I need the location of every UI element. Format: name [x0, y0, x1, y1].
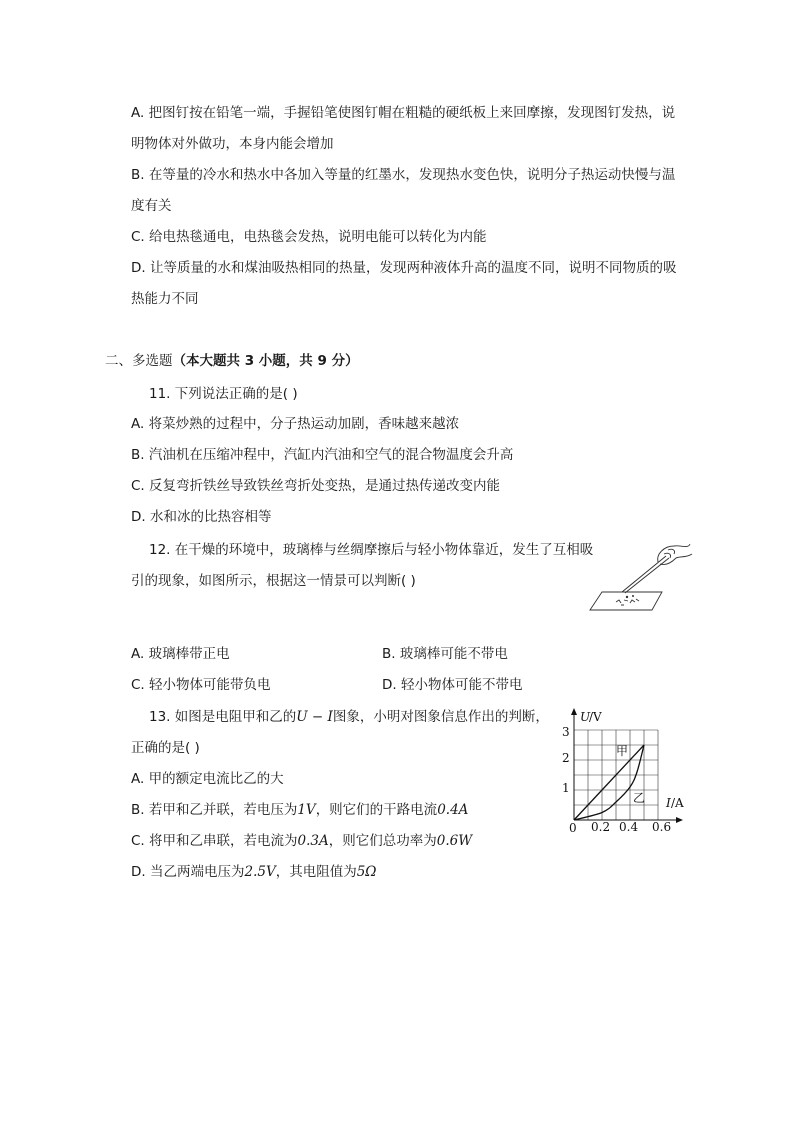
q13-option-d-math2: 5Ω [356, 864, 377, 880]
q13-stem-line1 [149, 708, 549, 726]
q12-option-c: C. 轻小物体可能带负电 [131, 677, 271, 693]
graph-series [574, 745, 644, 820]
section-number: 二、多选题 [105, 353, 173, 369]
glass-rod-illustration [586, 540, 696, 614]
q11-stem: 11. 下列说法正确的是( ) [149, 386, 298, 402]
q13-stem-math: U − I [296, 709, 333, 725]
q13-option-c-text2: ，则它们总功率为 [328, 833, 437, 849]
series-label-yi: 乙 [633, 791, 646, 805]
q13-option-d [131, 863, 377, 881]
q13-option-b-text2: ，则它们的干路电流 [315, 802, 438, 818]
q12-option-a: A. 玻璃棒带正电 [131, 646, 230, 662]
q13-stem-line2: 正确的是( ) [131, 740, 200, 756]
q12-option-b: B. 玻璃棒可能不带电 [382, 646, 508, 662]
q13-option-d-math1: 2.5V [244, 864, 276, 880]
q12-option-d: D. 轻小物体可能不带电 [382, 677, 523, 693]
q11-option-d: D. 水和冰的比热容相等 [131, 509, 272, 525]
q10-option-a-line1: A. 把图钉按在铅笔一端，手握铅笔使图钉帽在粗糙的硬纸板上来回摩擦，发现图钉发热，说 [131, 105, 676, 121]
q10-option-d-line2: 热能力不同 [131, 291, 199, 307]
graph-y-tick-2: 2 [562, 751, 570, 765]
q10-option-b-line1: B. 在等量的冷水和热水中各加入等量的红墨水，发现热水变色快，说明分子热运动快慢与温 [131, 167, 676, 183]
section-heading [105, 352, 359, 370]
q13-option-b-math1: 1V [297, 802, 316, 818]
q10-option-a-line2: 明物体对外做功，本身内能会增加 [131, 136, 334, 152]
q11-option-c: C. 反复弯折铁丝导致铁丝弯折处变热，是通过热传递改变内能 [131, 478, 501, 494]
graph-y-tick-1: 1 [562, 781, 570, 795]
graph-x-tick-0-6: 0.6 [652, 820, 672, 834]
q13-option-c-math1: 0.3A [297, 833, 329, 849]
graph-x-tick-0-4: 0.4 [619, 820, 639, 834]
q13-option-b-text1: B. 若甲和乙并联，若电压为 [131, 802, 298, 818]
q13-option-d-text2: ，其电阻值为 [275, 864, 357, 880]
graph-x-axis-arrow [676, 817, 683, 823]
graph-y-tick-3: 3 [562, 725, 570, 739]
q11-option-a: A. 将菜炒熟的过程中，分子热运动加剧，香味越来越浓 [131, 416, 460, 432]
q13-option-c-text1: C. 将甲和乙串联，若电流为 [131, 833, 298, 849]
q13-option-d-text1: D. 当乙两端电压为 [131, 864, 245, 880]
u-i-graph [556, 706, 690, 838]
graph-x-tick-0-2: 0.2 [591, 820, 611, 834]
q12-stem-line2: 引的现象，如图所示，根据这一情景可以判断( ) [131, 573, 416, 589]
q13-option-c [131, 832, 472, 850]
series-label-jia: 甲 [616, 744, 629, 758]
q12-stem-line1: 12. 在干燥的环境中，玻璃棒与丝绸摩擦后与轻小物体靠近，发生了互相吸 [149, 542, 594, 558]
graph-x-label-unit: /A [671, 796, 684, 810]
q13-option-b [131, 801, 468, 819]
graph-y-axis-arrow [571, 708, 577, 715]
graph-y-label-unit: /V [589, 710, 602, 724]
graph-x-label-var: I [666, 796, 671, 810]
q10-option-d-line1: D. 让等质量的水和煤油吸热相同的热量，发现两种液体升高的温度不同，说明不同物质的吸 [131, 260, 677, 276]
q11-option-b: B. 汽油机在压缩冲程中，汽缸内汽油和空气的混合物温度会升高 [131, 447, 514, 463]
q13-stem-text-b: 图象，小明对图象信息作出的判断， [332, 709, 549, 725]
q10-option-c: C. 给电热毯通电，电热毯会发热，说明电能可以转化为内能 [131, 229, 487, 245]
q13-option-a: A. 甲的额定电流比乙的大 [131, 771, 284, 787]
q13-option-c-math2: 0.6W [436, 833, 473, 849]
q13-stem-text-a: 13. 如图是电阻甲和乙的 [149, 709, 297, 725]
q10-option-b-line2: 度有关 [131, 198, 172, 214]
graph-origin-label: 0 [569, 821, 577, 835]
graph-y-label-var: U [580, 710, 591, 724]
q13-option-b-math2: 0.4A [437, 802, 469, 818]
section-info: （本大题共 3 小题，共 9 分） [172, 353, 359, 369]
